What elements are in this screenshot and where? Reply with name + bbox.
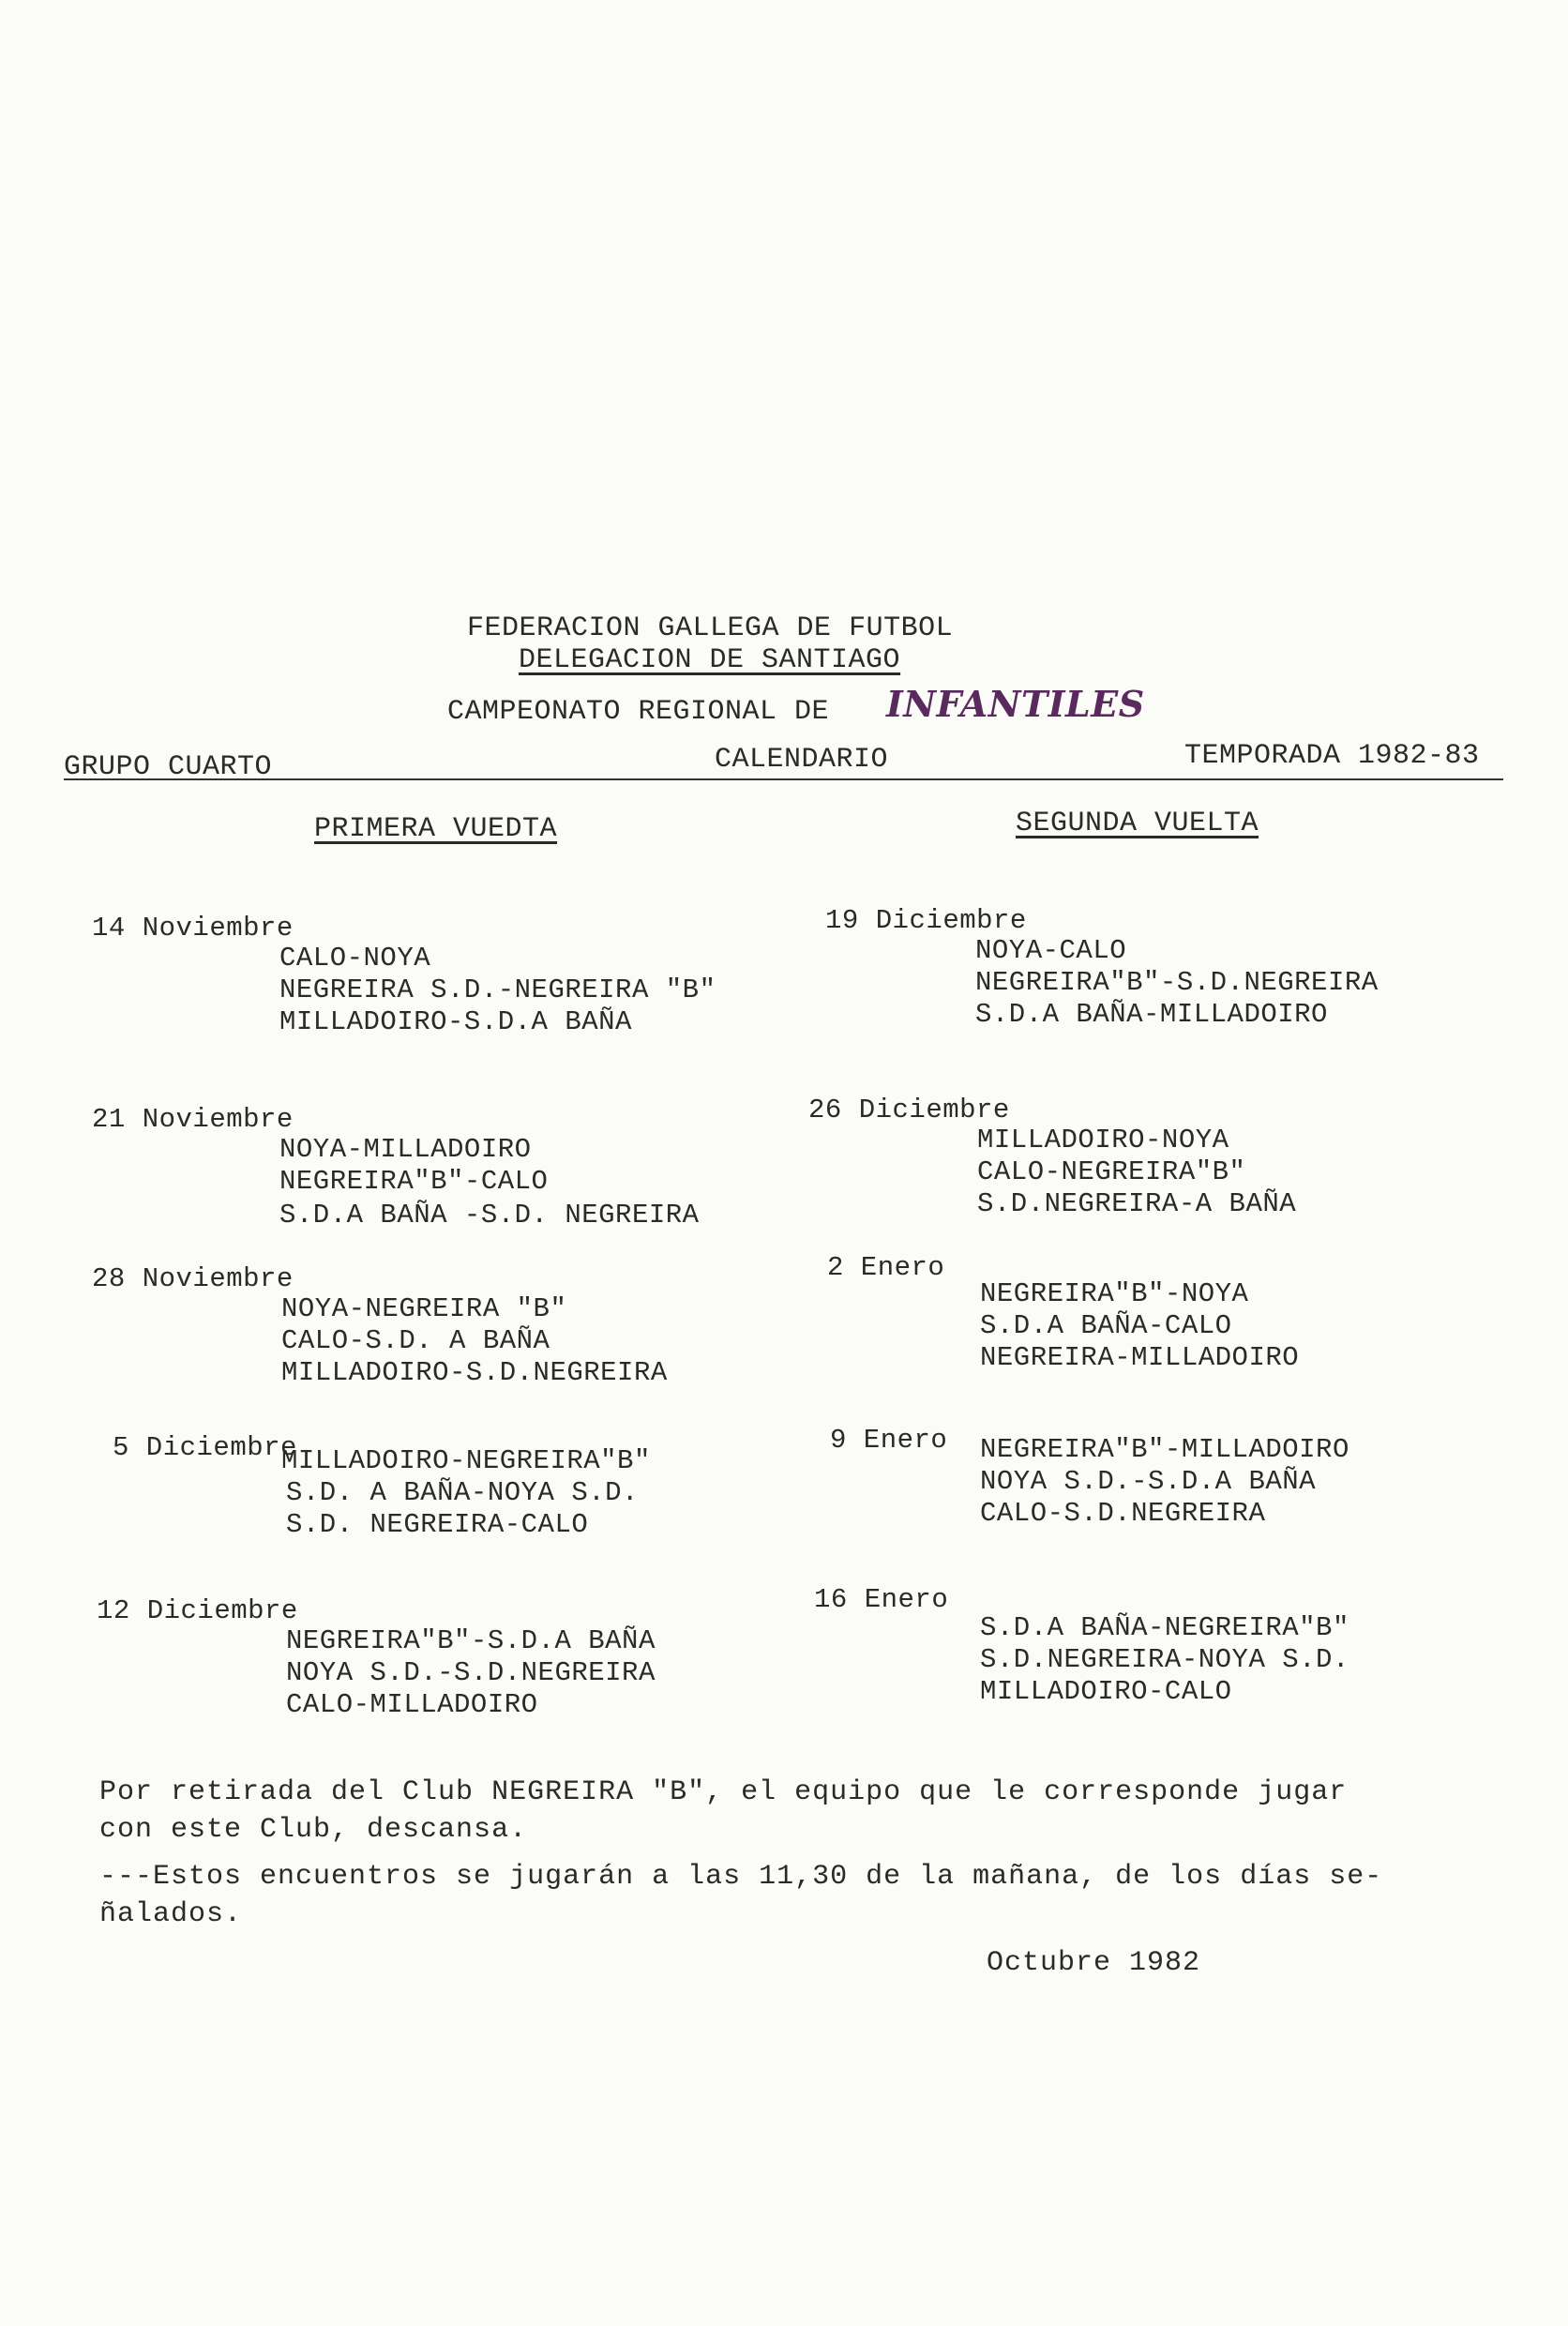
match: S.D.A BAÑA-NEGREIRA"B" bbox=[980, 1612, 1349, 1643]
header-rule bbox=[64, 778, 1503, 780]
match: S.D.NEGREIRA-A BAÑA bbox=[977, 1188, 1297, 1219]
matchday-date: 9 Enero bbox=[830, 1425, 948, 1456]
matchday-date: 16 Enero bbox=[814, 1584, 949, 1615]
first-round-title: PRIMERA VUEDTA bbox=[314, 813, 558, 845]
match: S.D.A BAÑA-MILLADOIRO bbox=[975, 999, 1328, 1030]
matchday-date: 26 Diciembre bbox=[808, 1095, 1010, 1125]
matchday-date: 21 Noviembre bbox=[92, 1104, 294, 1135]
matchday-date: 5 Diciembre bbox=[113, 1432, 297, 1463]
match: MILLADOIRO-S.D.A BAÑA bbox=[279, 1006, 632, 1037]
matchday-date: 14 Noviembre bbox=[92, 913, 294, 944]
second-round-title: SEGUNDA VUELTA bbox=[1016, 808, 1259, 839]
match: NEGREIRA S.D.-NEGREIRA "B" bbox=[279, 974, 716, 1005]
match: NEGREIRA"B"-NOYA bbox=[980, 1278, 1249, 1309]
match: NEGREIRA"B"-S.D.A BAÑA bbox=[286, 1625, 656, 1656]
handwritten-category: INFANTILES bbox=[886, 683, 1145, 725]
match: NEGREIRA"B"-CALO bbox=[279, 1166, 549, 1197]
match: NOYA-MILLADOIRO bbox=[279, 1134, 532, 1165]
calendar-label: CALENDARIO bbox=[715, 744, 889, 776]
match: CALO-S.D.NEGREIRA bbox=[980, 1498, 1266, 1529]
match: CALO-MILLADOIRO bbox=[286, 1689, 538, 1720]
match: NOYA S.D.-S.D.A BAÑA bbox=[980, 1466, 1317, 1497]
matchday-date: 19 Diciembre bbox=[825, 905, 1027, 936]
match: MILLADOIRO-NOYA bbox=[977, 1125, 1229, 1155]
match: NOYA S.D.-S.D.NEGREIRA bbox=[286, 1657, 656, 1688]
match: MILLADOIRO-S.D.NEGREIRA bbox=[281, 1357, 668, 1388]
match: CALO-S.D. A BAÑA bbox=[281, 1325, 550, 1356]
group-label: GRUPO CUARTO bbox=[64, 751, 273, 783]
match: NEGREIRA"B"-MILLADOIRO bbox=[980, 1434, 1349, 1465]
note-withdrawal-line1: Por retirada del Club NEGREIRA "B", el equipo que le corresponde jugar bbox=[99, 1776, 1348, 1808]
match: MILLADOIRO-NEGREIRA"B" bbox=[281, 1445, 651, 1476]
match: NOYA-NEGREIRA "B" bbox=[281, 1293, 567, 1324]
matchday-date: 28 Noviembre bbox=[92, 1263, 294, 1294]
match: NEGREIRA-MILLADOIRO bbox=[980, 1342, 1300, 1373]
federation-title: FEDERACION GALLEGA DE FUTBOL bbox=[467, 612, 954, 644]
document-date: Octubre 1982 bbox=[987, 1947, 1201, 1979]
delegation-title: DELEGACION DE SANTIAGO bbox=[519, 644, 901, 676]
match: NEGREIRA"B"-S.D.NEGREIRA bbox=[975, 967, 1379, 998]
match: NOYA-CALO bbox=[975, 935, 1127, 966]
note-schedule-line2: ñalados. bbox=[99, 1898, 243, 1930]
match: CALO-NEGREIRA"B" bbox=[977, 1156, 1246, 1187]
matchday-date: 2 Enero bbox=[827, 1252, 945, 1283]
note-schedule-line1: ---Estos encuentros se jugarán a las 11,30 de la mañana, de los días se- bbox=[99, 1861, 1383, 1893]
match: S.D.A BAÑA-CALO bbox=[980, 1310, 1232, 1341]
match: S.D. NEGREIRA-CALO bbox=[286, 1509, 589, 1540]
match: MILLADOIRO-CALO bbox=[980, 1676, 1232, 1707]
match: CALO-NOYA bbox=[279, 943, 431, 974]
match: S.D. A BAÑA-NOYA S.D. bbox=[286, 1477, 639, 1508]
note-withdrawal-line2: con este Club, descansa. bbox=[99, 1814, 528, 1846]
match: S.D.NEGREIRA-NOYA S.D. bbox=[980, 1644, 1349, 1675]
matchday-date: 12 Diciembre bbox=[97, 1595, 298, 1626]
season-label: TEMPORADA 1982-83 bbox=[1184, 740, 1480, 772]
match: S.D.A BAÑA -S.D. NEGREIRA bbox=[279, 1200, 700, 1231]
championship-title: CAMPEONATO REGIONAL DE bbox=[447, 696, 830, 728]
